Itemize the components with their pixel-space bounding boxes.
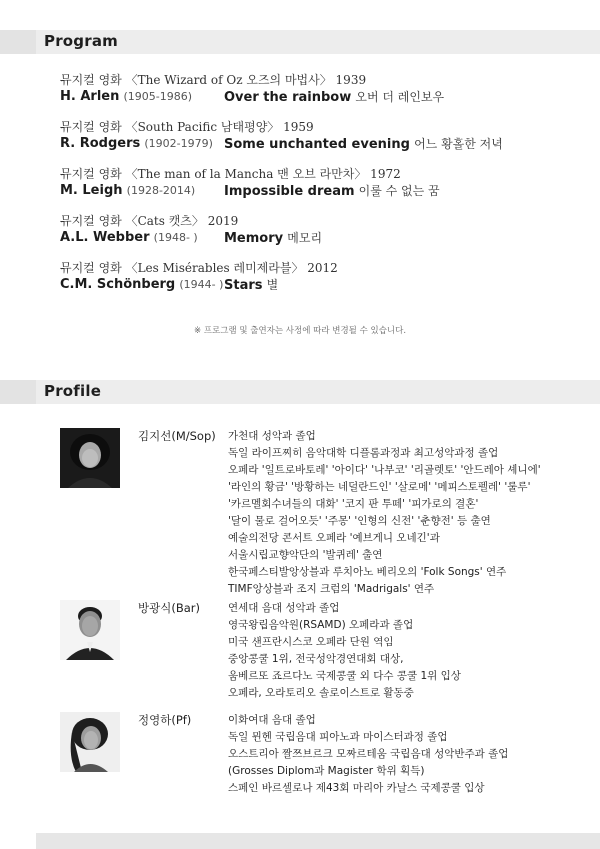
program-item: [60, 260, 580, 307]
bio-line: 중앙콩쿨 1위, 전국성악경연대회 대상,: [228, 653, 404, 665]
performer-name: 방광식(Bar): [138, 601, 200, 615]
song-title-kr: 이룰 수 없는 꿈: [358, 184, 440, 198]
program-item-category: 뮤지컬 영화 〈South Pacific 남태평양〉 1959: [60, 120, 314, 134]
composer-name: C.M. Schönberg: [60, 277, 176, 292]
bio-line: 연세대 음대 성악과 졸업: [228, 602, 340, 614]
program-notice: ※ 프로그램 및 출연자는 사정에 따라 변경될 수 있습니다.: [193, 326, 407, 336]
bio-line: '라인의 황금' '방황하는 네덜란드인' '살로메' '메피스토펠레' '룰루': [228, 481, 531, 493]
program-item-category: 뮤지컬 영화 〈The Wizard of Oz 오즈의 마법사〉 1939: [60, 73, 367, 87]
song-title-en: Stars: [224, 278, 263, 293]
composer-name: H. Arlen: [60, 89, 120, 104]
header-bar: [36, 30, 600, 54]
song-title-en: Impossible dream: [224, 184, 355, 199]
composer-years: (1902-1979): [144, 137, 213, 150]
bio-line: 움베르또 죠르다노 국제콩쿨 외 다수 콩쿨 1위 입상: [228, 670, 461, 682]
bio-line: (Grosses Diplom과 Magister 학위 획득): [228, 765, 425, 777]
performer-bio: [228, 712, 580, 797]
composer-years: (1928-2014): [126, 184, 196, 197]
performer-photo: [60, 712, 120, 772]
performer-bio: [228, 600, 580, 702]
song-title-kr: 어느 황홀한 저녁: [414, 137, 503, 151]
profile-title: Profile: [44, 382, 102, 400]
program-title: Program: [44, 32, 118, 50]
composer-years: (1905-1986): [123, 90, 193, 103]
composer-name: M. Leigh: [60, 183, 123, 198]
song-title-kr: 별: [266, 278, 279, 292]
bio-line: 예술의전당 콘서트 오페라 '예브게니 오네긴'과: [228, 532, 440, 544]
bio-line: 오스트리아 짤쯔브르크 모짜르테움 국립음대 성악반주과 졸업: [228, 748, 509, 760]
bio-line: 스페인 바르셀로나 제43회 마리아 카날스 국제콩쿨 입상: [228, 782, 485, 794]
program-item: [60, 166, 580, 213]
song-title-kr: 메모리: [287, 231, 323, 245]
footer-bar: [36, 833, 600, 849]
bio-line: '카르멜회수녀들의 대화' '코지 판 투떼' '피가로의 결혼': [228, 498, 479, 510]
song-title-en: Some unchanted evening: [224, 137, 410, 152]
header-bar-accent: [0, 380, 36, 404]
performer-name: 김지선(M/Sop): [138, 429, 216, 443]
program-item-category: 뮤지컬 영화 〈The man of la Mancha 맨 오브 라만차〉 1972: [60, 167, 401, 181]
performer-name: 정영하(Pf): [138, 713, 192, 727]
profile-section-header: [0, 380, 600, 404]
song-title-en: Over the rainbow: [224, 90, 352, 105]
song-title-kr: 오버 더 레인보우: [355, 90, 445, 104]
header-bar: [36, 380, 600, 404]
song-title-en: Memory: [224, 231, 284, 246]
program-item: [60, 119, 580, 166]
bio-line: 가천대 성악과 졸업: [228, 430, 316, 442]
bio-line: 영국왕립음악원(RSAMD) 오페라과 졸업: [228, 619, 414, 631]
composer-years: (1944- ): [179, 278, 224, 291]
bio-line: 오페라 '일트로바토레' '아이다' '나부코' '리골렛토' '안드레아 셰니에': [228, 464, 541, 476]
composer-years: (1948- ): [153, 231, 198, 244]
program-item: [60, 213, 580, 260]
bio-line: 오페라, 오라토리오 솔로이스트로 활동중: [228, 687, 414, 699]
bio-line: 서울시립교향악단의 '발퀴레' 출연: [228, 549, 383, 561]
program-section-header: [0, 30, 600, 54]
bio-line: TIMF앙상블과 조지 크럼의 'Madrigals' 연주: [228, 583, 435, 595]
bio-line: 이화여대 음대 졸업: [228, 714, 316, 726]
bio-line: 한국페스티발앙상블과 루치아노 베리오의 'Folk Songs' 연주: [228, 566, 507, 578]
program-item-category: 뮤지컬 영화 〈Les Misérables 레미제라블〉 2012: [60, 261, 338, 275]
bio-line: 독일 라이프찌히 음악대학 디플롬과정과 최고성악과정 졸업: [228, 447, 499, 459]
header-bar-accent: [0, 30, 36, 54]
performer-photo: [60, 428, 120, 488]
program-list: [60, 72, 580, 307]
bio-line: 독일 뮌헨 국립음대 피아노과 마이스터과정 졸업: [228, 731, 448, 743]
performer-bio: [228, 428, 580, 598]
bio-line: '달이 물로 걸어오듯' '주몽' '인형의 신전' '춘향전' 등 출연: [228, 515, 491, 527]
performer-photo: [60, 600, 120, 660]
bio-line: 미국 샌프란시스코 오페라 단원 역임: [228, 636, 394, 648]
program-item-category: 뮤지컬 영화 〈Cats 캣츠〉 2019: [60, 214, 239, 228]
program-item: [60, 72, 580, 119]
composer-name: A.L. Webber: [60, 230, 150, 245]
composer-name: R. Rodgers: [60, 136, 141, 151]
